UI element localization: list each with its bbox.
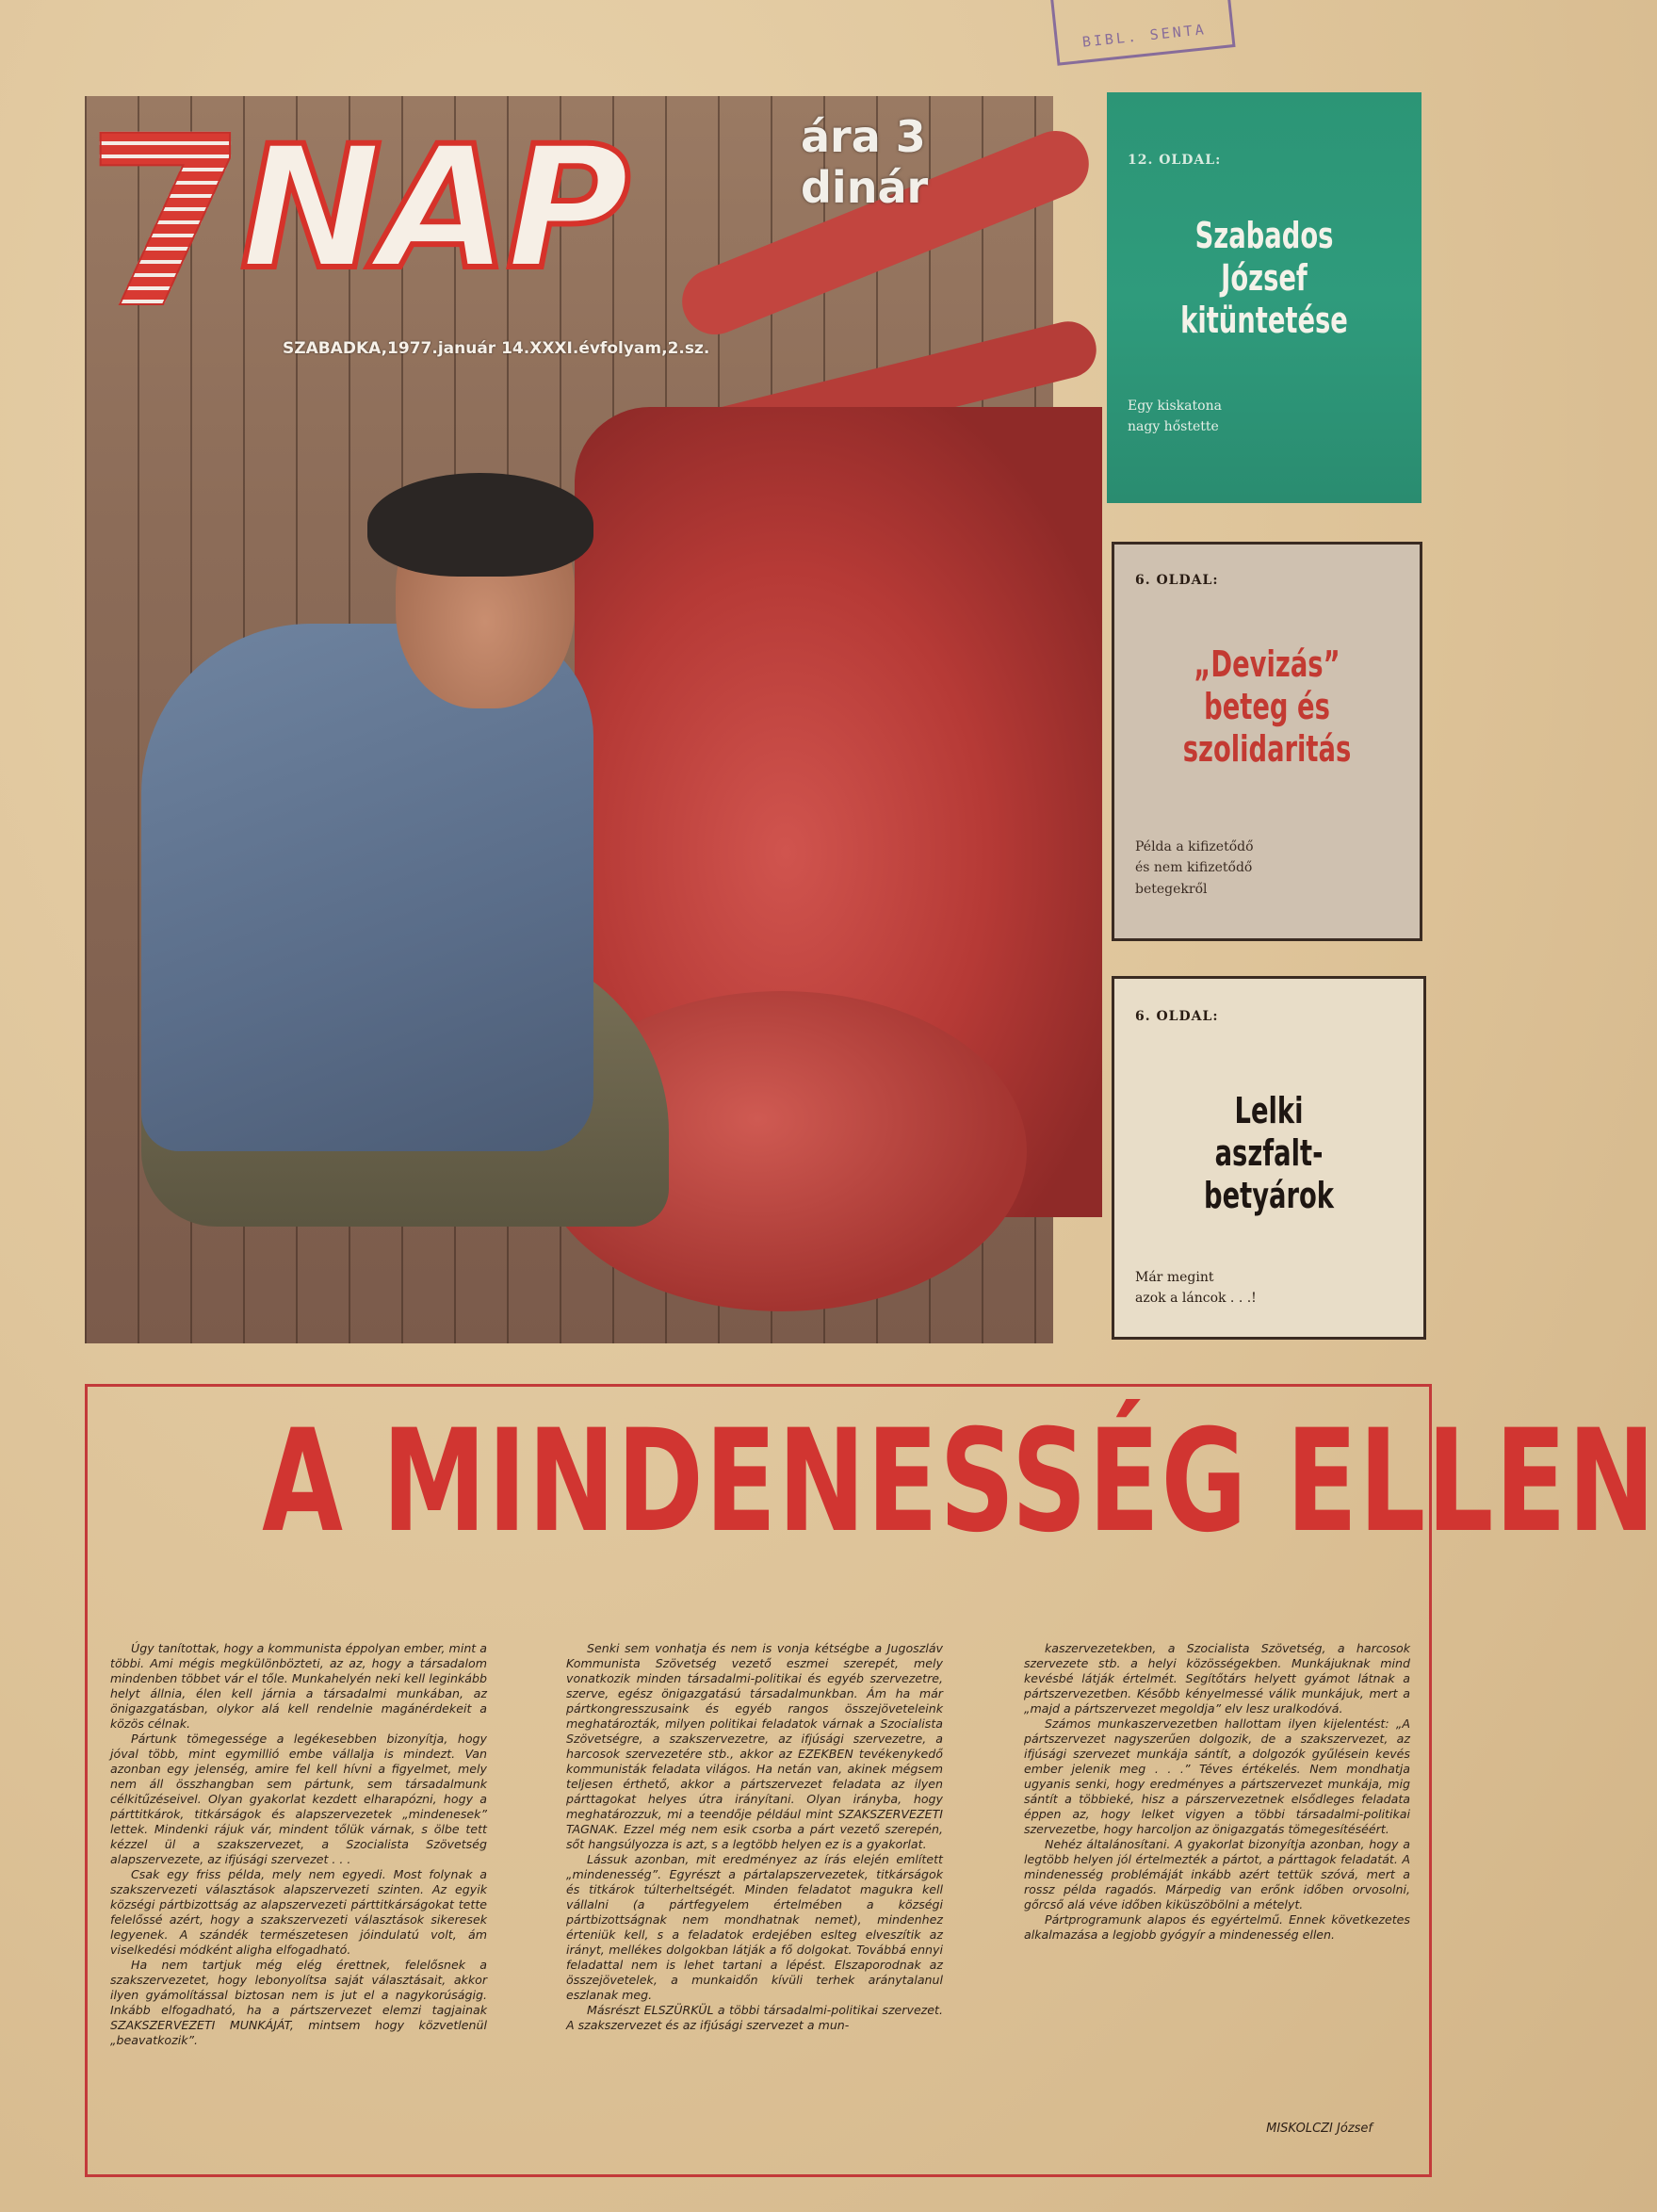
article-column: Úgy tanítottak, hogy a kommunista éppolyan ember, mint a többi. Ami mégis megkülönbözteti, az az, hogy a társadalom mindenben többet vár el tőle. Munkahelyén neki kell leginkább helyt állnia, élen kell járnia a társadalmi munkában, az önigazgatásban, olykor alá kell rendelnie magánérdekeit a közös célnak. Pártunk tömegessége a legékesebben bizonyítja, hogy jóval több, mint egymillió embe vállalja is mindezt. Van azonban egy jelenség, amire fel kell hívni a figyelmet, mely nem áll összhangban sem pártunk, sem társadalmunk célkitűzéseivel. Olyan gyakorlat kezdett elharapózni, hogy a párttitkárok, titkárságok és alapszervezetek „mindenesek” lettek. Mindenki rájuk vár, mindent tőlük várnak, s ölbe tett kézzel ül a szakszervezet, a Szocialista Szövetség alapszervezete, az ifjúsági szervezet . . . Csak egy friss példa, mely nem egyedi. Most folynak a szakszervezeti választások alapszervezeti szinten. Az egyik községi pártbizottság az alapszervezeti párttitkárságokat tette felelőssé azért, hogy a szakszervezeti választások sikeresek legyenek. A szándék természetesen jóindulatú volt, ám viselkedési módként aligha elfogadható. Ha nem tartjuk még elég érettnek, felelősnek a szakszervezetet, hogy lebonyolítsa saját választásait, akkor ilyen gyámolítással biztosan nem is jut el a nagykorúságig. Inkább elfogadható, ha a pártszervezet elemzi tagjainak SZAKSZERVEZETI MUNKÁJÁT, mintsem hogy közvetlenül „beavatkozik”.: [110, 1641, 487, 2047]
teaser-title: Szabados József kitüntetése: [1180, 215, 1348, 341]
worker-jacket: [141, 624, 593, 1151]
teaser-title: Lelki aszfalt- betyárok: [1203, 1090, 1334, 1216]
teaser-kicker: 6. OLDAL:: [1135, 573, 1219, 588]
price-label: ára 3 dinár: [801, 111, 929, 213]
cover-photo: [85, 86, 1053, 1343]
teaser-kicker: 12. OLDAL:: [1128, 153, 1222, 168]
article-column: kaszervezetekben, a Szocialista Szövetség, a harcosok szervezete stb. a helyi közösségekben. Munkájuknak mind kevésbé látják értelmét. Segítőtárs helyett gyámot látnak a pártszervezetben. Később kényelmessé válik munkájuk, mert a „majd a pártszervezet megoldja” elv lesz uralkodóvá. Számos munkaszervezetben hallottam ilyen kijelentést: „A pártszervezet nagyszerűen dolgozik, de a szakszervezet, az ifjúsági szervezet munkája sántít, a dolgozók gyűlésein kevés ember jelenik meg . . .” Téves értékelés. Nem mondhatja ugyanis senki, hogy eredményes a pártszervezet munkája, mig sántít a többieké, hisz a párszervezetnek elsődleges feladata éppen az, hogy lelket vigyen a többi társadalmi-politikai szervezetbe, hogy harcoljon az önigazgatás tömegesítéséért. Nehéz általánosítani. A gyakorlat bizonyítja azonban, hogy a legtöbb helyen jól értelmezték a pártot, a párttagok feladatát. A mindenesség problémáját inkább azért tettük szóvá, mert a rossz példa ragadós. Márpedig van erőnk időben orvosolni, gőrcső alá véve időben kiküszöbölni a mételyt. Pártprogramunk alapos és egyértelmű. Ennek következetes alkalmazása a legjobb gyógyír a mindenesség ellen.: [1024, 1641, 1410, 1942]
logo-seven: 7: [85, 86, 249, 360]
lead-article: [85, 1384, 1657, 2177]
teaser-box-devizas[interactable]: [1112, 542, 1422, 941]
teaser-kicker: 6. OLDAL:: [1135, 1009, 1219, 1024]
logo-nap: NAP: [240, 110, 626, 307]
library-stamp: BIBL. SENTA: [1049, 0, 1235, 66]
article-column: Senki sem vonhatja és nem is vonja kétségbe a Jugoszláv Kommunista Szövetség vezető eszmei szerepét, mely vonatkozik minden társadalmi-politikai és egyéb szervezetre, szerve, egész önigazgatású társadalmunkban. Ám ha már pártkongresszusaink és egyéb rangos összejöveteleink meghatározták, milyen politikai feladatok várnak a Szocialista Szövetségre, a szakszervezetre, az ifjúsági szervezetre, a harcosok szervezetére stb., akkor az EZEKBEN tevékenykedő kommunisták feladata világos. Ha netán van, akinek mégsem teljesen érthető, akkor a pártszervezet feladata az ilyen párttagokat helyes útra irányítani. Olyan irányba, hogy meghatározzuk, mi a teendője például mint SZAKSZERVEZETI TAGNAK. Ezzel még nem esik csorba a párt vezető szerepén, sőt hangsúlyozza is azt, s a legtöbb helyen ez is a gyakorlat. Lássuk azonban, mit eredményez az írás elején említett „mindenesség”. Egyrészt a pártalapszervezetek, titkárságok és titkárok túlterheltségét. Minden feladatot magukra kell vállalni (a pártfegyelem értelmében a községi pártbizottságnak nem mondhatnak nemet), mindenhez érteniük kell, s a feladatok erdejében eslteg elveszítik az irányt, mellékes dolgokban látják a fő dolgokat. Továbbá ennyi feladattal nem is lehet tartani a lépést. Elszaporodnak az összejövetelek, a munkaidőn kívüli terhek aránytalanul eszlanak meg. Másrészt ELSZÜRKÜL a többi társadalmi-politikai szervezet. A szakszervezet és az ifjúsági szervezet a mun-: [566, 1641, 943, 2032]
teaser-title: „Devizás” beteg és szolidaritás: [1182, 643, 1352, 770]
teaser-subtitle: Már megint azok a láncok . . .!: [1135, 1270, 1257, 1307]
teaser-subtitle: Egy kiskatona nagy hőstette: [1128, 398, 1222, 435]
article-byline: MISKOLCZI József: [1266, 2122, 1373, 2136]
teaser-box-lelki[interactable]: [1112, 976, 1426, 1340]
teaser-box-page12[interactable]: [1107, 92, 1421, 503]
article-headline: A MINDENESSÉG ELLEN: [262, 1400, 1657, 1564]
worker-beret: [367, 473, 593, 577]
dateline: SZABADKA,1977.január 14.XXXI.évfolyam,2.sz.: [283, 339, 710, 358]
teaser-subtitle: Példa a kifizetődő és nem kifizetődő betegekről: [1135, 839, 1254, 897]
